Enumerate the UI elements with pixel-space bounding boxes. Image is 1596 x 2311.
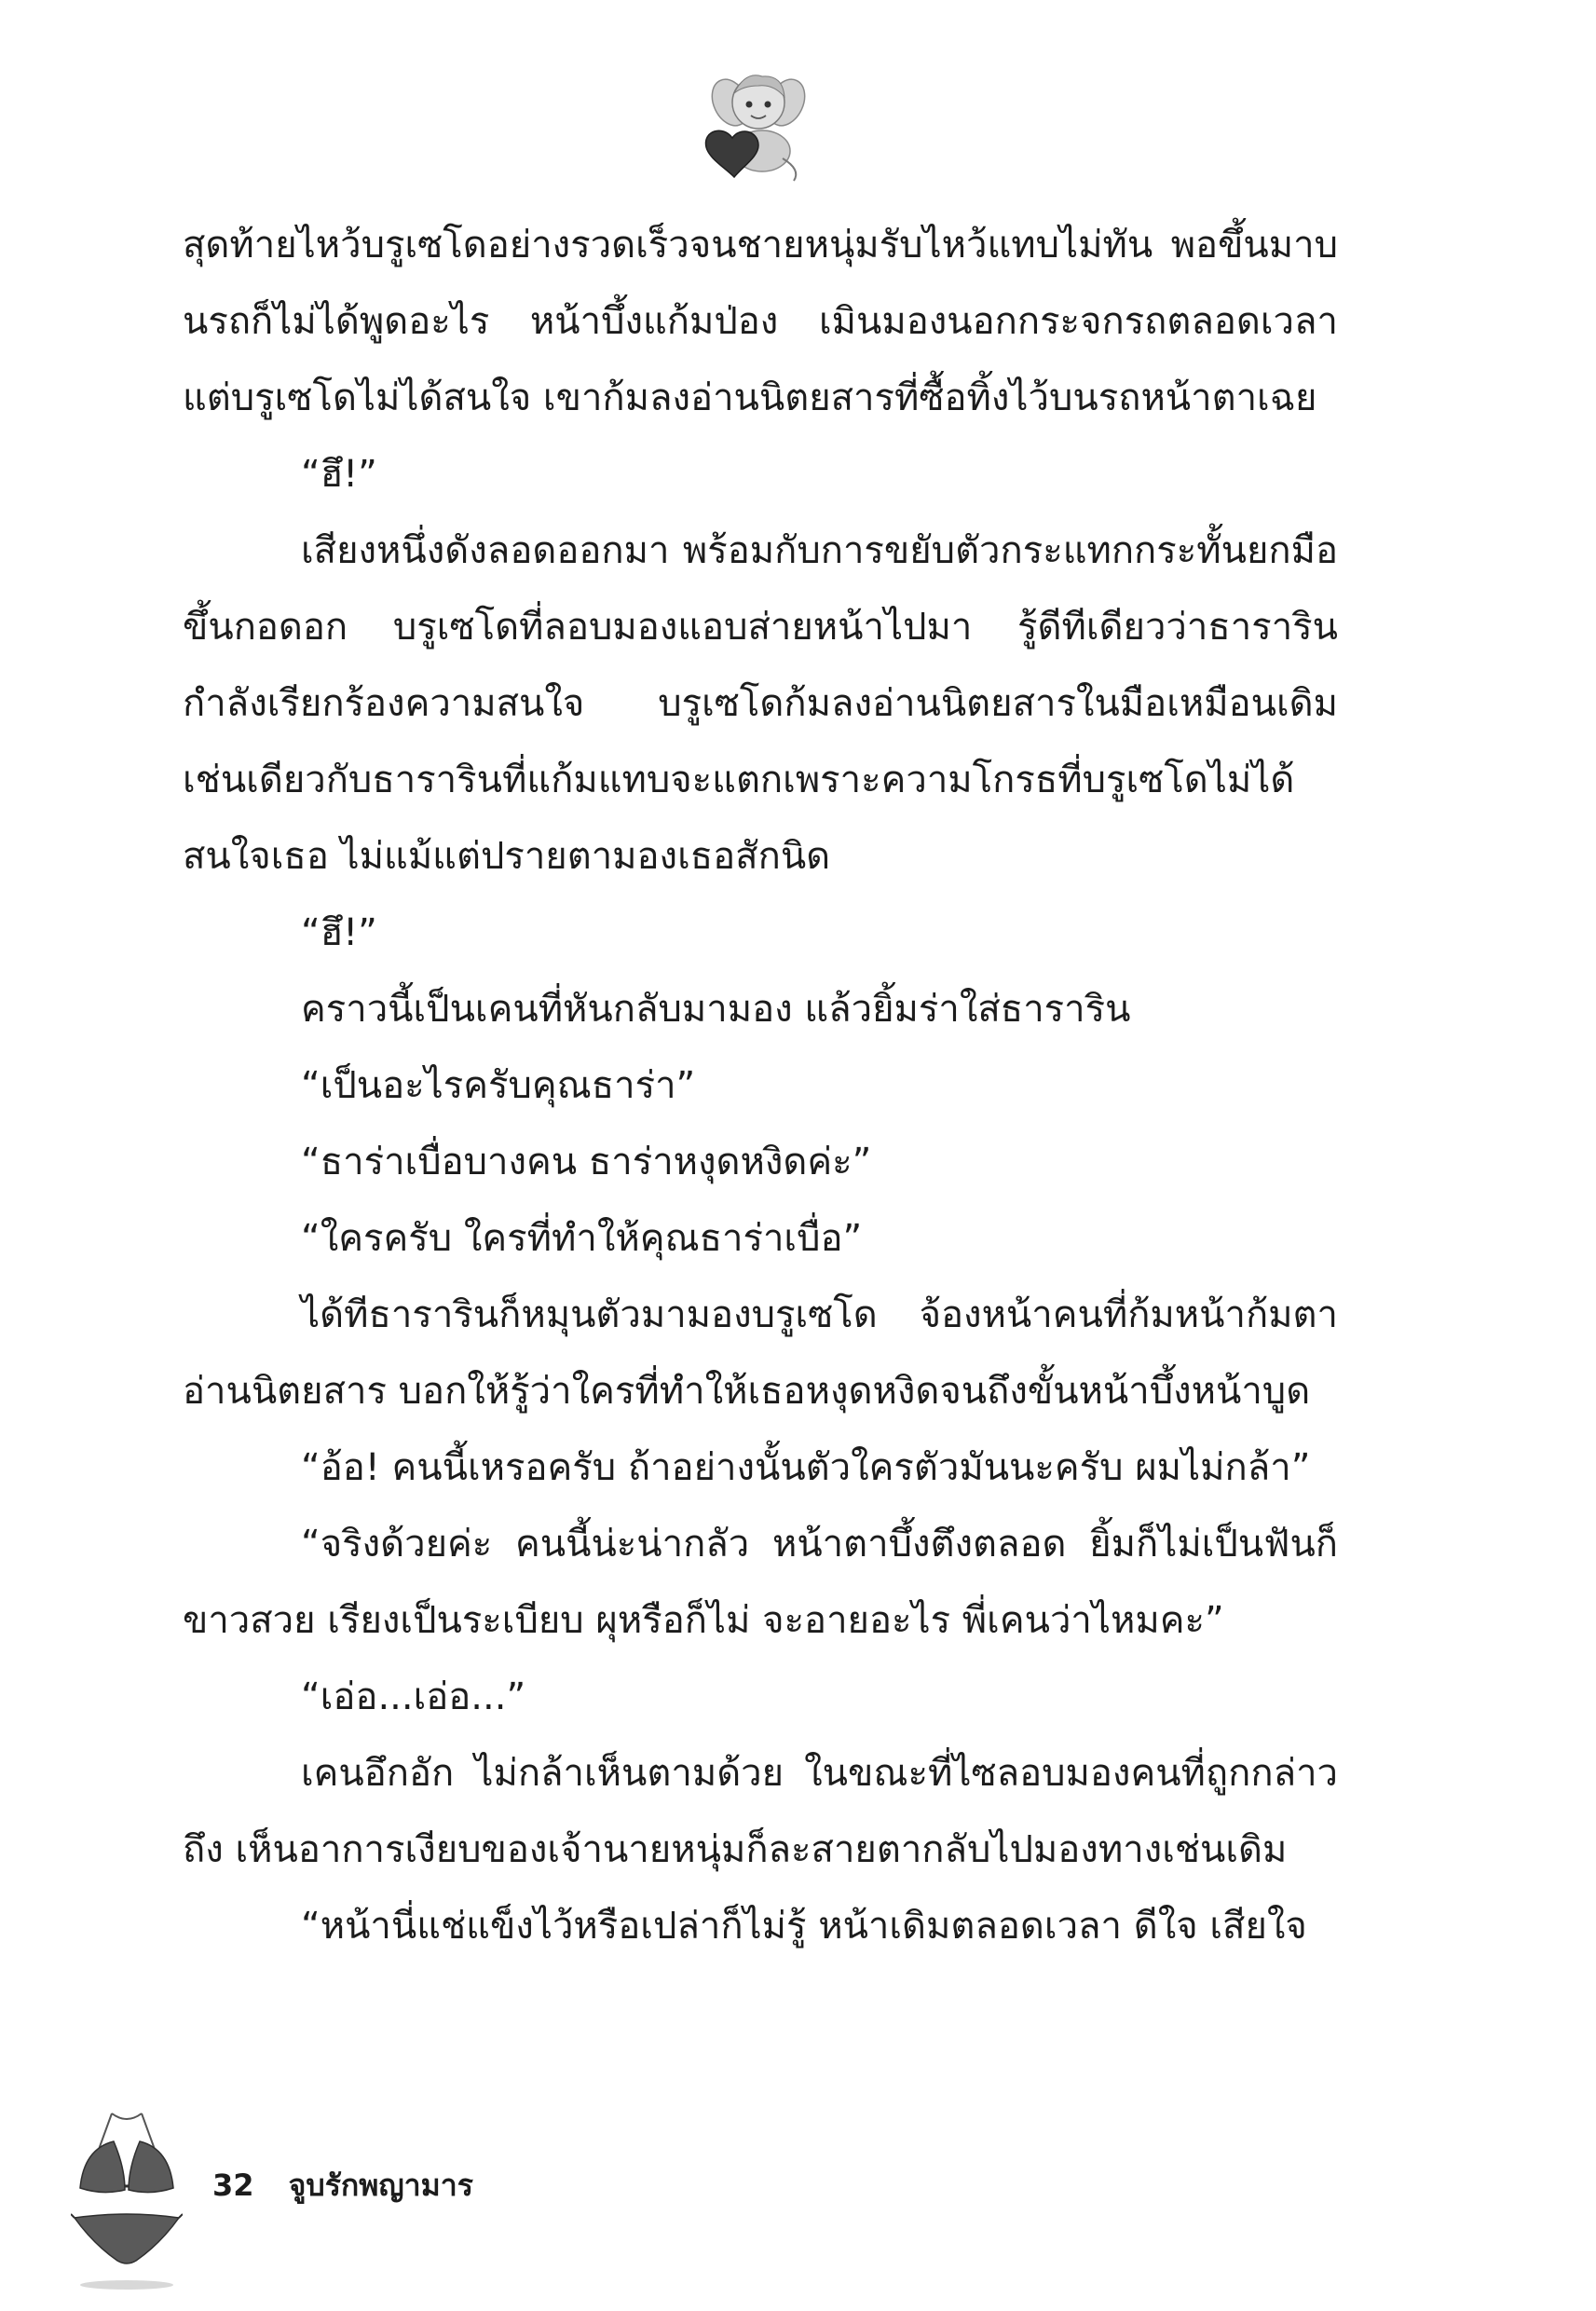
paragraph: คราวนี้เป็นเคนที่หันกลับมามอง แล้วยิ้มร่าใส่ธาราริน: [301, 988, 1131, 1031]
cupid-heart-icon: [697, 65, 818, 186]
book-title: จูบรักพญามาร: [288, 2167, 473, 2203]
paragraph: เคนอึกอัก ไม่กล้าเห็นตามด้วย ในขณะที่ไซลอบมองคนที่ถูกกล่าวถึง เห็นอาการเงียบของเจ้านายหนุ่มก็ละสายตากลับไปมองทางเช่นเดิม: [183, 1752, 1338, 1871]
paragraph: “จริงด้วยค่ะ คนนี้น่ะน่ากลัว หน้าตาบึ้งตึงตลอด ยิ้มก็ไม่เป็นฟันก็ขาวสวย เรียงเป็นระเบียบ ผุหรือก็ไม่ จะอายอะไร พี่เคนว่าไหมคะ”: [183, 1523, 1338, 1642]
page-footer: [212, 2162, 473, 2209]
page-body: [183, 207, 1338, 1964]
paragraph: “ฮึ!”: [301, 453, 377, 496]
page-number: 32: [212, 2167, 254, 2203]
paragraph: เสียงหนึ่งดังลอดออกมา พร้อมกับการขยับตัวกระแทกกระทั้นยกมือขึ้นกอดอก บรูเซโดที่ลอบมองแอบส่ายหน้าไปมา รู้ดีทีเดียวว่าธารารินกำลังเรียกร้องความสนใจ บรูเซโดก้มลงอ่านนิตยสารในมือเหมือนเดิม เช่นเดียวกับธารารินที่แก้มแทบจะแตกเพราะความโกรธที่บรูเซโดไม่ได้สนใจเธอ ไม่แม้แต่ปรายตามองเธอสักนิด: [183, 529, 1338, 878]
paragraph: “เป็นอะไรครับคุณธาร่า”: [301, 1064, 696, 1107]
paragraph: “ธาร่าเบื่อบางคน ธาร่าหงุดหงิดค่ะ”: [301, 1141, 872, 1183]
paragraph: “ฮึ!”: [301, 911, 377, 954]
paragraph: ได้ทีธารารินก็หมุนตัวมามองบรูเซโด จ้องหน้าคนที่ก้มหน้าก้มตาอ่านนิตยสาร บอกให้รู้ว่าใครที่ทำให้เธอหงุดหงิดจนถึงขั้นหน้าบึ้งหน้าบูด: [183, 1293, 1338, 1413]
paragraph: “ใครครับ ใครที่ทำให้คุณธาร่าเบื่อ”: [301, 1217, 863, 1260]
paragraph: “เอ่อ...เอ่อ...”: [301, 1675, 526, 1718]
bikini-icon: [71, 2106, 183, 2292]
paragraph: “หน้านี่แช่แข็งไว้หรือเปล่าก็ไม่รู้ หน้าเดิมตลอดเวลา ดีใจ เสียใจ: [301, 1905, 1307, 1948]
paragraph: สุดท้ายไหว้บรูเซโดอย่างรวดเร็วจนชายหนุ่มรับไหว้แทบไม่ทัน พอขึ้นมาบนรถก็ไม่ได้พูดอะไร หน้าบึ้งแก้มป่อง เมินมองนอกกระจกรถตลอดเวลา แต่บรูเซโดไม่ได้สนใจ เขาก้มลงอ่านนิตยสารที่ซื้อทิ้งไว้บนรถหน้าตาเฉย: [183, 224, 1338, 419]
paragraph: “อ้อ! คนนี้เหรอครับ ถ้าอย่างนั้นตัวใครตัวมันนะครับ ผมไม่กล้า”: [301, 1446, 1311, 1489]
